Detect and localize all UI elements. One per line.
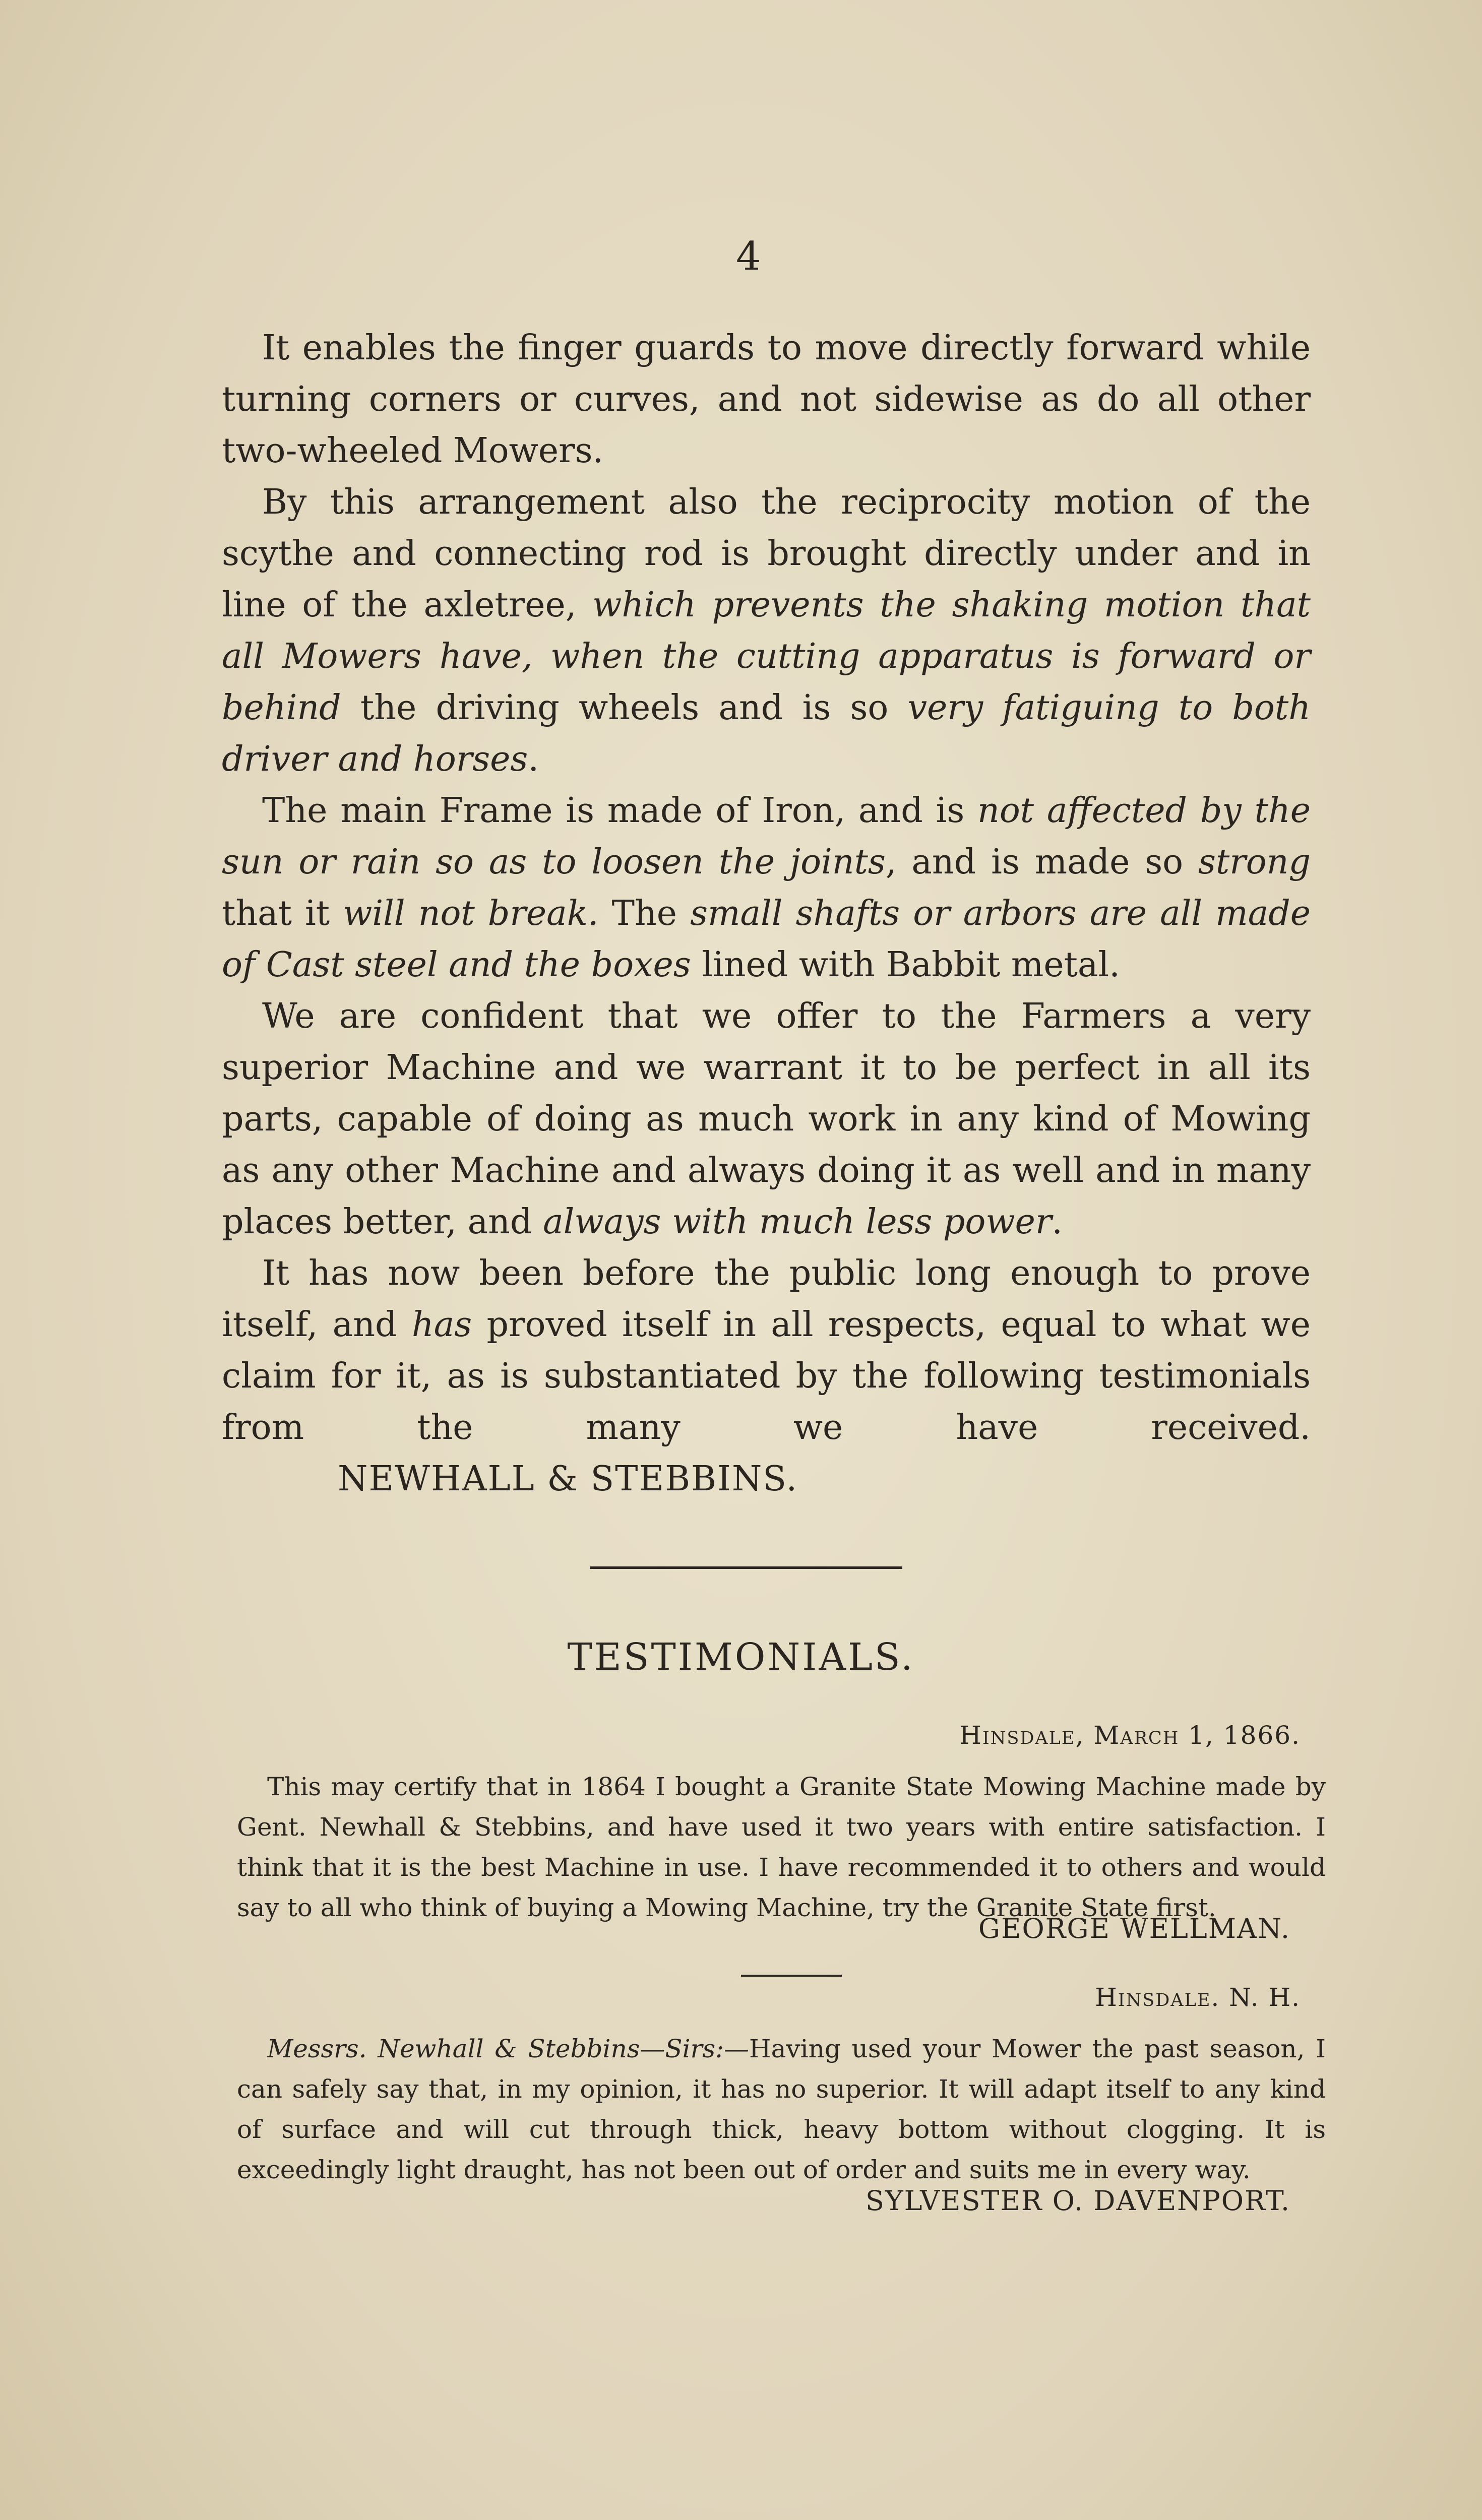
page-number: 4 [736,234,761,279]
testimonial-divider-rule [741,1975,842,1977]
paragraph-2-text-c: . [528,739,539,779]
paragraph-4 [222,991,1311,1248]
paragraph-3-italic-b: strong [1198,842,1311,882]
firm-signature: NEWHALL & STEBBINS. [338,1459,798,1499]
section-heading: TESTIMONIALS. [567,1635,915,1679]
paragraph-3-italic-a: not affected by the sun or rain so as to loosen the joints [222,791,1311,882]
paragraph-5-text-b: proved itself in all respects, equal to what we claim for it, as is substantiated by the following testimonials from the many we have received. [222,1305,1311,1447]
testimonial-1-signature: GEORGE WELLMAN. [978,1913,1290,1944]
paragraph-4-text-a: We are confident that we offer to the Farmers a very superior Machine and we warrant it to be perfect in all its parts, capable of doing as much work in any kind of Mowing as any other Machine and always doing it as well and in many places better, and [222,996,1311,1242]
paragraph-3-text-a: The main Frame is made of Iron, and is [262,791,978,831]
paragraph-5-italic-a: has [411,1305,472,1345]
main-body-text [222,323,1311,1505]
paragraph-3-text-b: , and is made so [885,842,1198,882]
paragraph-1-text: It enables the finger guards to move directly forward while turning corners or curves, and not sidewise as do all other two-wheeled Mowers. [222,328,1311,471]
paragraph-2-italic-b: very fatiguing to both driver and horses [222,688,1311,779]
paragraph-1 [222,323,1311,477]
paragraph-2-italic-a: which prevents the shaking motion that all Mowers have, when the cutting apparatus is forward or behind [222,585,1311,728]
paragraph-3-italic-d: small shafts or arbors are all made of Cast steel and the boxes [222,894,1311,985]
testimonial-1-text: This may certify that in 1864 I bought a Granite State Mowing Machine made by Gent. Newhall & Stebbins, and have used it two years with entire satisfaction. I think that it is the best Machine in use. I have recommended it to others and would say to all who think of buying a Mowing Machine, try the Granite State first. [237,1772,1326,1922]
section-divider-rule [590,1566,902,1569]
paragraph-5-text-a: It has now been before the public long enough to prove itself, and [222,1253,1311,1345]
testimonial-1-place-date: Hinsdale, March 1, 1866. [959,1721,1301,1750]
testimonial-2-signature: SYLVESTER O. DAVENPORT. [865,2185,1290,2217]
paragraph-3-text-e: lined with Babbit metal. [691,945,1120,985]
testimonial-2-text: Having used your Mower the past season, I can safely say that, in my opinion, it has no superior. It will adapt itself to any kind of surface and will cut through thick, heavy bottom without clogging. It is exceedingly light draught, has not been out of order and suits me in every way. [237,2034,1326,2184]
testimonial-2-salutation: Messrs. Newhall & Stebbins—Sirs:— [267,2034,750,2063]
testimonial-1-body [237,1767,1326,1928]
testimonial-2-body [237,2029,1326,2190]
paragraph-3-text-d: The [598,894,691,933]
paragraph-3 [222,785,1311,991]
paragraph-3-text-c: that it [222,894,343,933]
paragraph-5 [222,1248,1311,1505]
paragraph-2 [222,477,1311,785]
paragraph-4-italic-a: always with much less power [543,1202,1052,1242]
testimonial-2-place-date: Hinsdale. N. H. [1095,1983,1301,2012]
paragraph-4-text-b: . [1052,1202,1063,1242]
paragraph-3-italic-c: will not break. [343,894,599,933]
paragraph-2-text-a: By this arrangement also the reciprocity motion of the scythe and connecting rod is brought directly under and in line of the axletree, [222,482,1311,625]
paragraph-2-text-b: the driving wheels and is so [341,688,908,728]
